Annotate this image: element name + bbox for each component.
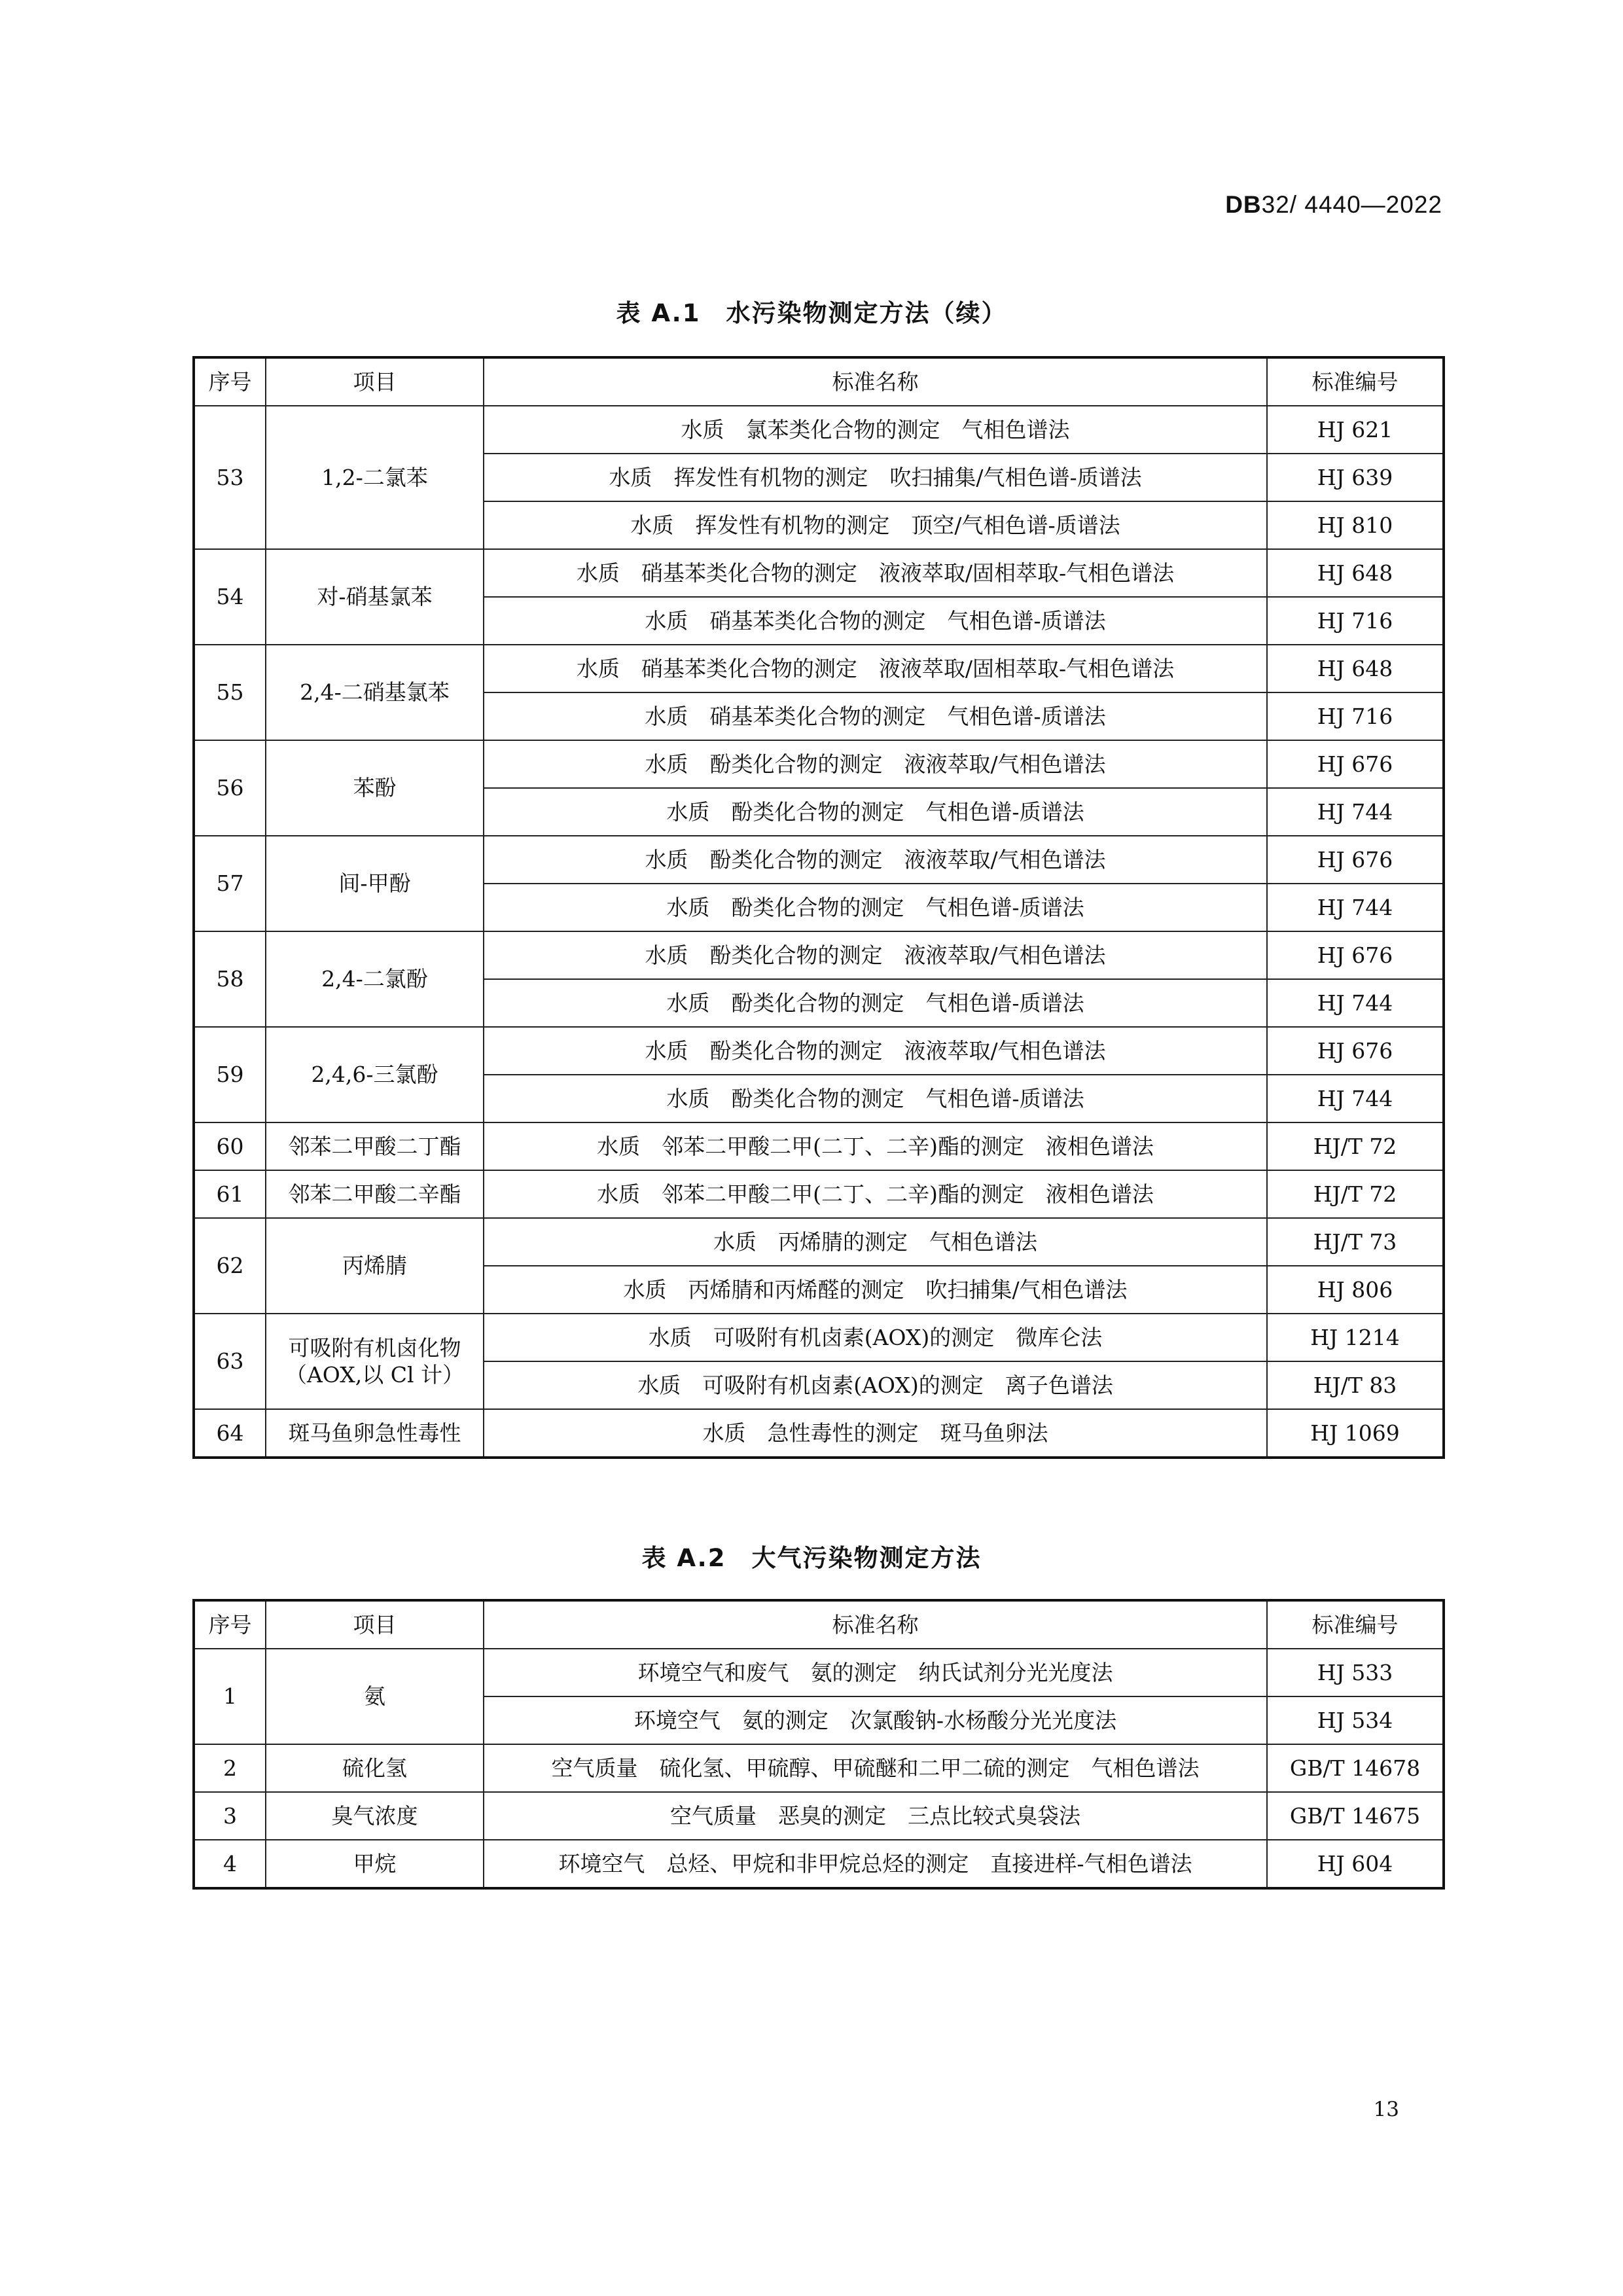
standard-name-cell: 水质 挥发性有机物的测定 吹扫捕集/气相色谱-质谱法	[484, 454, 1267, 501]
standard-code-cell: HJ 648	[1267, 549, 1444, 597]
table-row	[194, 1409, 1444, 1458]
table-row	[194, 931, 1444, 979]
item-cell: 苯酚	[266, 740, 484, 836]
table-row	[194, 1170, 1444, 1218]
standard-code-cell: HJ 648	[1267, 645, 1444, 692]
table-row	[194, 836, 1444, 884]
standard-code-cell: HJ 676	[1267, 931, 1444, 979]
standard-name-cell: 水质 酚类化合物的测定 液液萃取/气相色谱法	[484, 836, 1267, 884]
document-code: DB32/ 4440—2022	[1225, 191, 1442, 218]
standard-code-cell: HJ 676	[1267, 836, 1444, 884]
item-cell: 斑马鱼卵急性毒性	[266, 1409, 484, 1458]
table-row	[194, 1649, 1444, 1696]
standard-code-cell: HJ 716	[1267, 597, 1444, 645]
table-row	[194, 740, 1444, 788]
item-cell: 间-甲酚	[266, 836, 484, 931]
standard-name-cell: 水质 邻苯二甲酸二甲(二丁、二辛)酯的测定 液相色谱法	[484, 1170, 1267, 1218]
item-cell: 丙烯腈	[266, 1218, 484, 1314]
column-header: 标准名称	[484, 357, 1267, 406]
item-cell: 对-硝基氯苯	[266, 549, 484, 645]
standard-code-cell: HJ 676	[1267, 740, 1444, 788]
standard-name-cell: 水质 酚类化合物的测定 气相色谱-质谱法	[484, 884, 1267, 931]
table-row	[194, 1314, 1444, 1361]
standard-code-cell: HJ 744	[1267, 979, 1444, 1027]
serial-number-cell: 3	[194, 1792, 266, 1840]
standard-code-cell: HJ 621	[1267, 406, 1444, 454]
water-pollutant-methods-table	[192, 356, 1445, 1459]
item-cell: 氨	[266, 1649, 484, 1744]
standard-code-cell: HJ 806	[1267, 1266, 1444, 1314]
standard-code-cell: HJ 1214	[1267, 1314, 1444, 1361]
standard-name-cell: 水质 丙烯腈的测定 气相色谱法	[484, 1218, 1267, 1266]
standard-code-cell: HJ 676	[1267, 1027, 1444, 1075]
item-cell: 臭气浓度	[266, 1792, 484, 1840]
column-header: 标准编号	[1267, 1600, 1444, 1649]
standard-name-cell: 水质 酚类化合物的测定 液液萃取/气相色谱法	[484, 1027, 1267, 1075]
item-cell: 硫化氢	[266, 1744, 484, 1792]
serial-number-cell: 53	[194, 406, 266, 549]
table-row	[194, 1744, 1444, 1792]
standard-name-cell: 水质 丙烯腈和丙烯醛的测定 吹扫捕集/气相色谱法	[484, 1266, 1267, 1314]
table-row	[194, 406, 1444, 454]
item-cell: 邻苯二甲酸二丁酯	[266, 1122, 484, 1170]
standard-code-cell: HJ/T 72	[1267, 1122, 1444, 1170]
standard-name-cell: 环境空气和废气 氨的测定 纳氏试剂分光光度法	[484, 1649, 1267, 1696]
standard-name-cell: 水质 酚类化合物的测定 液液萃取/气相色谱法	[484, 740, 1267, 788]
page-number: 13	[1373, 2098, 1399, 2121]
standard-name-cell: 水质 酚类化合物的测定 气相色谱-质谱法	[484, 788, 1267, 836]
table-row	[194, 549, 1444, 597]
standard-name-cell: 水质 可吸附有机卤素(AOX)的测定 微库仑法	[484, 1314, 1267, 1361]
column-header: 标准名称	[484, 1600, 1267, 1649]
standard-name-cell: 水质 硝基苯类化合物的测定 液液萃取/固相萃取-气相色谱法	[484, 645, 1267, 692]
item-cell: 邻苯二甲酸二辛酯	[266, 1170, 484, 1218]
column-header: 标准编号	[1267, 357, 1444, 406]
standard-code-cell: HJ/T 72	[1267, 1170, 1444, 1218]
standard-name-cell: 水质 硝基苯类化合物的测定 气相色谱-质谱法	[484, 692, 1267, 740]
serial-number-cell: 57	[194, 836, 266, 931]
serial-number-cell: 2	[194, 1744, 266, 1792]
serial-number-cell: 58	[194, 931, 266, 1027]
standard-code-cell: GB/T 14678	[1267, 1744, 1444, 1792]
serial-number-cell: 54	[194, 549, 266, 645]
standard-code-cell: HJ/T 83	[1267, 1361, 1444, 1409]
serial-number-cell: 56	[194, 740, 266, 836]
serial-number-cell: 4	[194, 1840, 266, 1888]
serial-number-cell: 60	[194, 1122, 266, 1170]
standard-name-cell: 环境空气 氨的测定 次氯酸钠-水杨酸分光光度法	[484, 1696, 1267, 1744]
standard-name-cell: 水质 酚类化合物的测定 气相色谱-质谱法	[484, 1075, 1267, 1122]
standard-code-cell: HJ 533	[1267, 1649, 1444, 1696]
standard-name-cell: 水质 酚类化合物的测定 气相色谱-质谱法	[484, 979, 1267, 1027]
serial-number-cell: 55	[194, 645, 266, 740]
standard-code-cell: HJ 744	[1267, 884, 1444, 931]
item-cell: 2,4-二硝基氯苯	[266, 645, 484, 740]
table-header-row	[194, 1600, 1444, 1649]
serial-number-cell: 63	[194, 1314, 266, 1409]
table-row	[194, 645, 1444, 692]
standard-code-cell: HJ 810	[1267, 501, 1444, 549]
standard-code-cell: HJ 744	[1267, 788, 1444, 836]
air-pollutant-methods-table	[192, 1599, 1445, 1890]
standard-name-cell: 空气质量 硫化氢、甲硫醇、甲硫醚和二甲二硫的测定 气相色谱法	[484, 1744, 1267, 1792]
column-header: 项目	[266, 1600, 484, 1649]
item-cell: 2,4,6-三氯酚	[266, 1027, 484, 1122]
standard-name-cell: 水质 可吸附有机卤素(AOX)的测定 离子色谱法	[484, 1361, 1267, 1409]
standard-name-cell: 空气质量 恶臭的测定 三点比较式臭袋法	[484, 1792, 1267, 1840]
serial-number-cell: 62	[194, 1218, 266, 1314]
standard-code-cell: GB/T 14675	[1267, 1792, 1444, 1840]
table-row	[194, 1792, 1444, 1840]
item-cell: 甲烷	[266, 1840, 484, 1888]
standard-name-cell: 水质 邻苯二甲酸二甲(二丁、二辛)酯的测定 液相色谱法	[484, 1122, 1267, 1170]
item-cell: 1,2-二氯苯	[266, 406, 484, 549]
standard-name-cell: 水质 挥发性有机物的测定 顶空/气相色谱-质谱法	[484, 501, 1267, 549]
standard-code-cell: HJ 1069	[1267, 1409, 1444, 1458]
item-cell: 可吸附有机卤化物（AOX,以 Cl 计）	[266, 1314, 484, 1409]
standard-code-cell: HJ 534	[1267, 1696, 1444, 1744]
column-header: 项目	[266, 357, 484, 406]
standard-code-cell: HJ 639	[1267, 454, 1444, 501]
standard-name-cell: 水质 硝基苯类化合物的测定 液液萃取/固相萃取-气相色谱法	[484, 549, 1267, 597]
table-row	[194, 1840, 1444, 1888]
standard-name-cell: 水质 急性毒性的测定 斑马鱼卵法	[484, 1409, 1267, 1458]
table-header-row	[194, 357, 1444, 406]
standard-name-cell: 环境空气 总烃、甲烷和非甲烷总烃的测定 直接进样-气相色谱法	[484, 1840, 1267, 1888]
table-row	[194, 1218, 1444, 1266]
serial-number-cell: 1	[194, 1649, 266, 1744]
serial-number-cell: 61	[194, 1170, 266, 1218]
standard-code-cell: HJ/T 73	[1267, 1218, 1444, 1266]
column-header: 序号	[194, 357, 266, 406]
standard-code-cell: HJ 744	[1267, 1075, 1444, 1122]
standard-name-cell: 水质 酚类化合物的测定 液液萃取/气相色谱法	[484, 931, 1267, 979]
standard-code-cell: HJ 604	[1267, 1840, 1444, 1888]
table1-caption: 表 A.1 水污染物测定方法（续）	[616, 299, 1007, 327]
standard-code-cell: HJ 716	[1267, 692, 1444, 740]
standard-name-cell: 水质 硝基苯类化合物的测定 气相色谱-质谱法	[484, 597, 1267, 645]
table-row	[194, 1027, 1444, 1075]
table2-caption: 表 A.2 大气污染物测定方法	[641, 1544, 982, 1572]
column-header: 序号	[194, 1600, 266, 1649]
item-cell: 2,4-二氯酚	[266, 931, 484, 1027]
serial-number-cell: 59	[194, 1027, 266, 1122]
serial-number-cell: 64	[194, 1409, 266, 1458]
standard-name-cell: 水质 氯苯类化合物的测定 气相色谱法	[484, 406, 1267, 454]
table-row	[194, 1122, 1444, 1170]
